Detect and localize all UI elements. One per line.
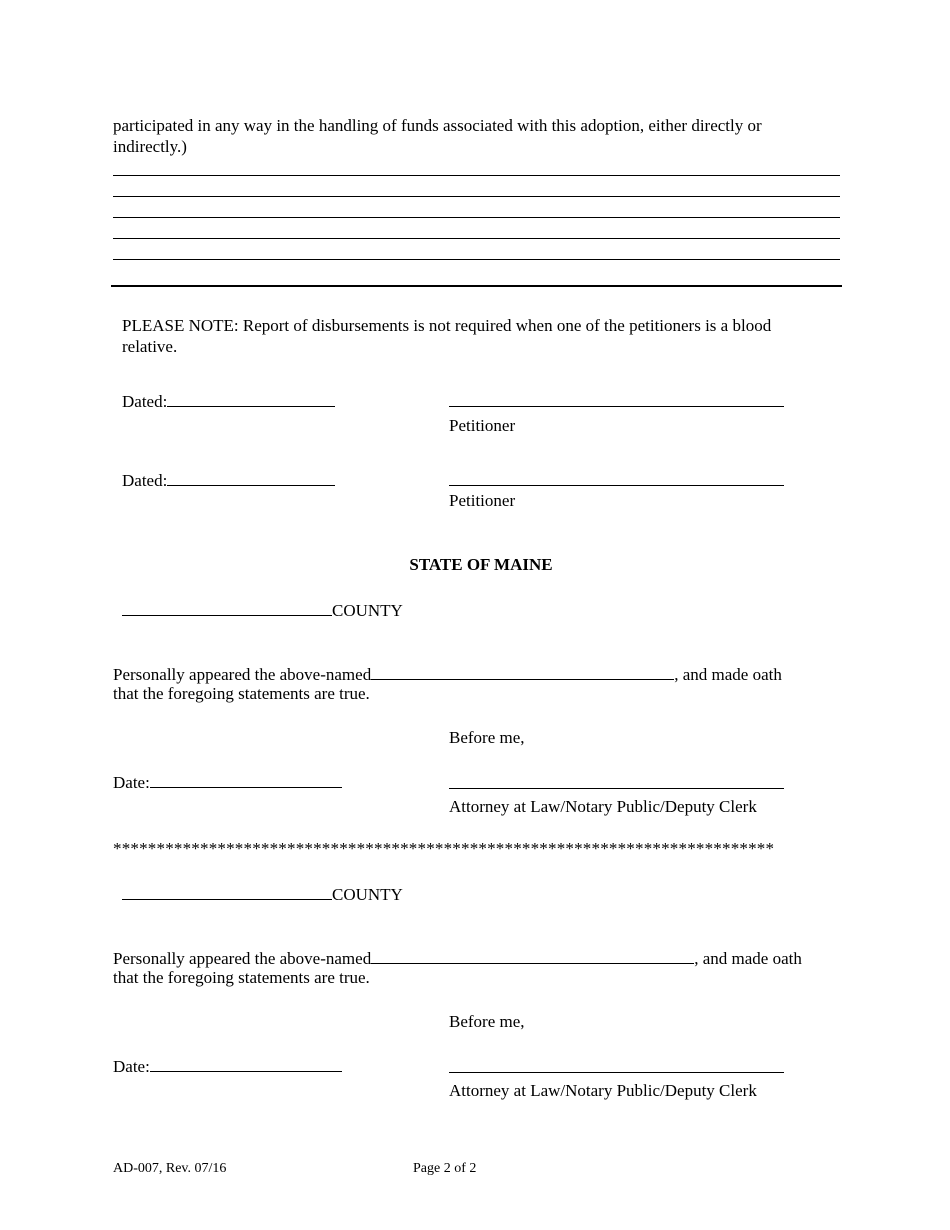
appeared-name-field-1[interactable] bbox=[371, 662, 674, 680]
section-divider bbox=[111, 285, 842, 287]
note-line-1: PLEASE NOTE: Report of disbursements is not required when one of the petitioners is a blood bbox=[122, 316, 772, 335]
before-me-1: Before me, bbox=[449, 728, 525, 747]
date-row-2 bbox=[113, 1054, 342, 1077]
date-label: Date: bbox=[113, 773, 150, 792]
county-field-1[interactable] bbox=[122, 598, 332, 616]
appeared-row-1 bbox=[113, 662, 782, 685]
appeared-suffix: , and made oath bbox=[674, 665, 782, 684]
oath-line-2-1: that the foregoing statements are true. bbox=[113, 684, 370, 703]
officer-signature-line-2[interactable] bbox=[449, 1072, 784, 1073]
page-number: Page 2 of 2 bbox=[413, 1161, 477, 1176]
county-label: COUNTY bbox=[332, 885, 403, 904]
intro-line-1: participated in any way in the handling of funds associated with this adoption, either directly or bbox=[113, 116, 762, 135]
county-label: COUNTY bbox=[332, 601, 403, 620]
officer-signature-line-1[interactable] bbox=[449, 788, 784, 789]
date-row-1 bbox=[113, 770, 342, 793]
dated-row-1 bbox=[122, 389, 335, 412]
disbursement-line-1[interactable] bbox=[113, 175, 840, 176]
date-field-2[interactable] bbox=[150, 1054, 342, 1072]
county-field-2[interactable] bbox=[122, 882, 332, 900]
officer-label-1: Attorney at Law/Notary Public/Deputy Clerk bbox=[449, 797, 757, 816]
state-heading: STATE OF MAINE bbox=[409, 555, 553, 574]
disbursement-line-4[interactable] bbox=[113, 238, 840, 239]
disbursement-line-2[interactable] bbox=[113, 196, 840, 197]
disbursement-line-5[interactable] bbox=[113, 259, 840, 260]
petitioner-label-1: Petitioner bbox=[449, 416, 516, 435]
dated-label: Dated: bbox=[122, 392, 168, 411]
appeared-name-field-2[interactable] bbox=[371, 946, 694, 964]
dated-row-2 bbox=[122, 468, 335, 491]
officer-label-2: Attorney at Law/Notary Public/Deputy Clerk bbox=[449, 1081, 757, 1100]
county-row-1 bbox=[122, 598, 403, 621]
asterisk-separator: **************************************************************************** bbox=[113, 839, 775, 858]
dated-label: Dated: bbox=[122, 471, 168, 490]
petitioner-signature-line-1[interactable] bbox=[449, 406, 784, 407]
form-id: AD-007, Rev. 07/16 bbox=[113, 1161, 227, 1176]
petitioner-label-2: Petitioner bbox=[449, 491, 516, 510]
appeared-prefix: Personally appeared the above-named bbox=[113, 949, 372, 968]
intro-line-2: indirectly.) bbox=[113, 137, 187, 156]
petitioner-signature-line-2[interactable] bbox=[449, 485, 784, 486]
disbursement-line-3[interactable] bbox=[113, 217, 840, 218]
dated-field-1[interactable] bbox=[167, 389, 335, 407]
county-row-2 bbox=[122, 882, 403, 905]
date-label: Date: bbox=[113, 1057, 150, 1076]
note-line-2: relative. bbox=[122, 337, 178, 356]
appeared-row-2 bbox=[113, 946, 802, 969]
dated-field-2[interactable] bbox=[167, 468, 335, 486]
date-field-1[interactable] bbox=[150, 770, 342, 788]
before-me-2: Before me, bbox=[449, 1012, 525, 1031]
appeared-suffix: , and made oath bbox=[694, 949, 802, 968]
oath-line-2-2: that the foregoing statements are true. bbox=[113, 968, 370, 987]
appeared-prefix: Personally appeared the above-named bbox=[113, 665, 372, 684]
